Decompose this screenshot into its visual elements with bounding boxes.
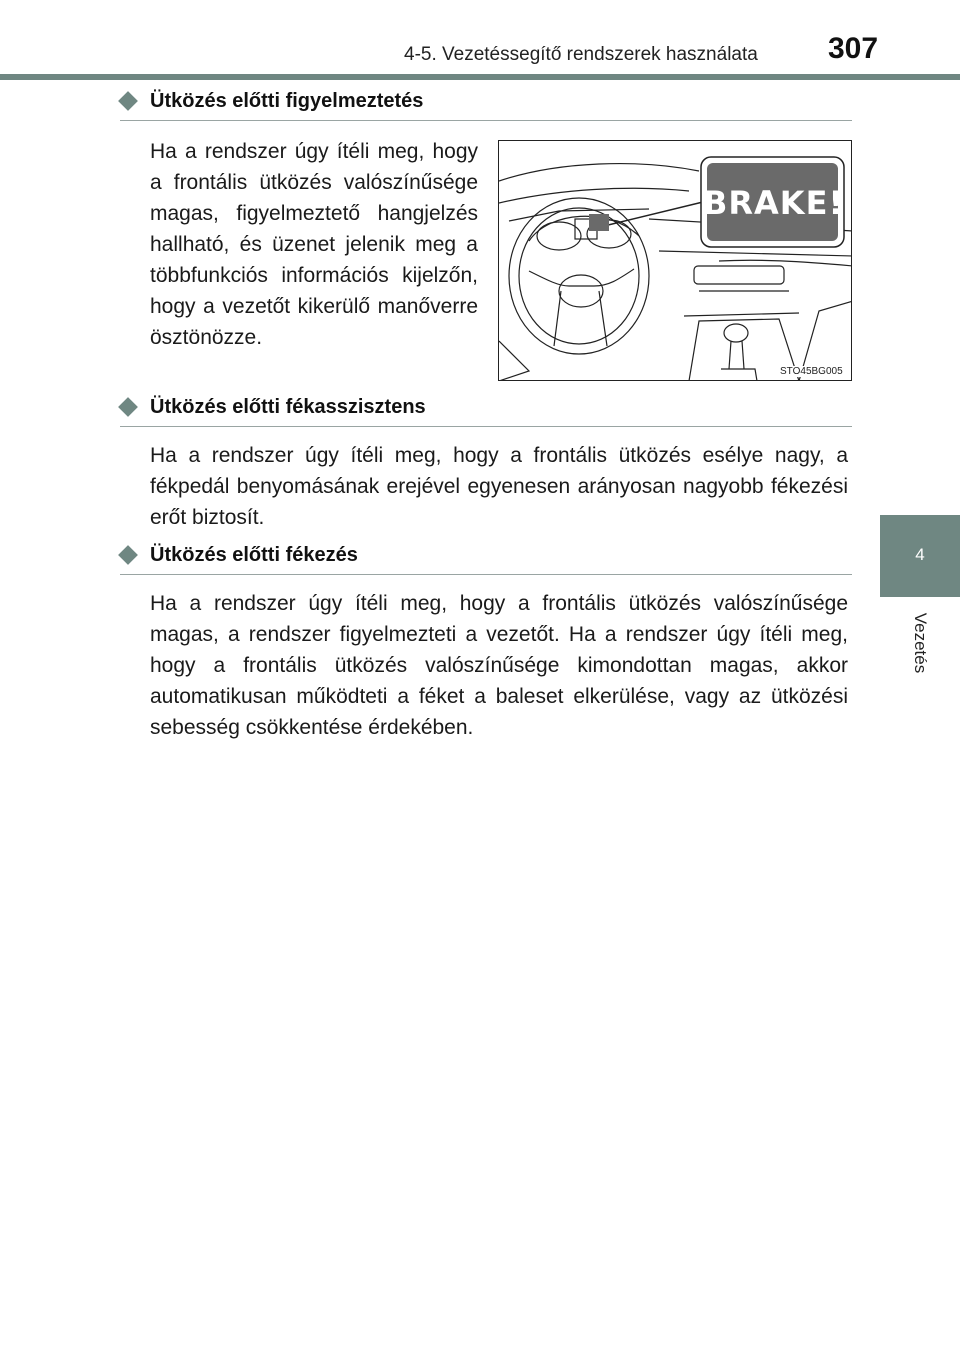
section-heading-brake-assist	[120, 396, 852, 427]
figure-code: STO45BG005	[780, 366, 843, 377]
section-paragraph-brake-assist: Ha a rendszer úgy ítéli meg, hogy a frontális ütközés esélye nagy, a fékpedál benyomásának erejével egyenesen arányosan nagyobb fékezési erőt biztosít.	[150, 444, 848, 529]
section-paragraph-braking: Ha a rendszer úgy ítéli meg, hogy a frontális ütközés valószínűsége magas, a rendszer figyelmezteti a vezetőt. Ha a rendszer úgy ítéli meg, hogy a frontális ütközés valószínűsége kimondottan magas, akkor automatikusan működteti a féket a baleset elkerülése, vagy az ütközési sebesség csökkentése érdekében.	[150, 592, 848, 739]
section-heading-text: Ütközés előtti figyelmeztetés	[150, 90, 424, 112]
chapter-tab	[880, 515, 960, 597]
chapter-number: 4	[915, 545, 925, 564]
section-heading-text: Ütközés előtti fékasszisztens	[150, 396, 426, 418]
chapter-label: Vezetés	[911, 612, 930, 674]
section-paragraph-warning: Ha a rendszer úgy ítéli meg, hogy a frontális ütközés valószínűsége magas, figyelmeztető hangjelzés hallható, és üzenet jelenik meg a többfunkciós információs kijelzőn, hogy a vezetőt kikerülő manőverre ösztönözze.	[150, 140, 478, 349]
diamond-icon	[118, 91, 138, 111]
brake-warning-message: BRAKE!	[702, 184, 845, 222]
page-number: 307	[828, 32, 879, 65]
running-header: 4-5. Vezetéssegítő rendszerek használata	[404, 44, 758, 65]
diamond-icon	[118, 397, 138, 417]
section-heading-braking	[120, 544, 852, 575]
header-rule	[0, 74, 960, 80]
diamond-icon	[118, 545, 138, 565]
section-heading-warning	[120, 90, 852, 121]
section-heading-text: Ütközés előtti fékezés	[150, 544, 358, 566]
